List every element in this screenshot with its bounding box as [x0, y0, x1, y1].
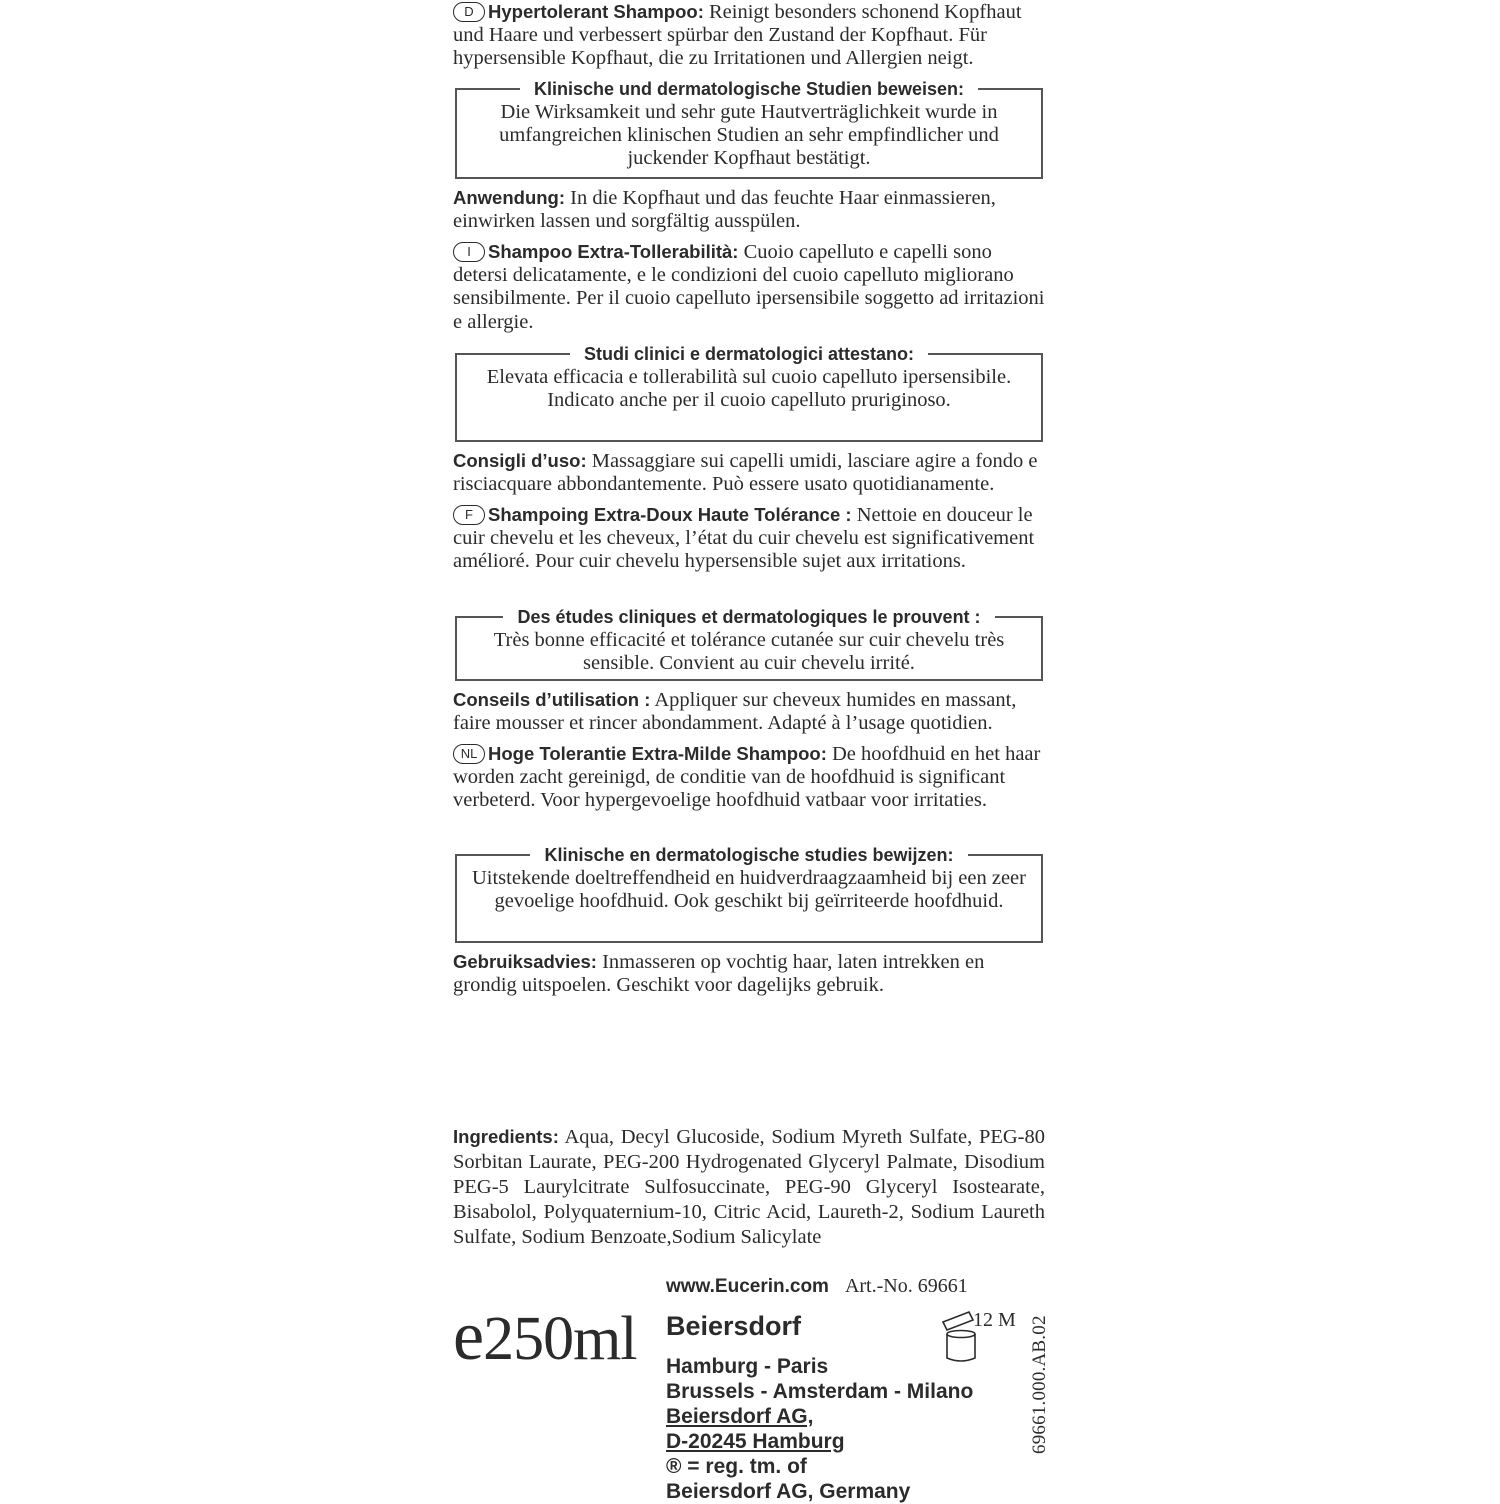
ingredients-title: Ingredients: — [453, 1126, 559, 1147]
intro-title-it: Shampoo Extra-Tollerabilità: — [488, 241, 739, 262]
intro-title-fr: Shampoing Extra-Doux Haute Tolérance : — [488, 504, 852, 525]
cities-line-1: Hamburg - Paris — [666, 1355, 829, 1378]
study-box-text-fr: Très bonne efficacité et tolérance cutanée sur cuir chevelu très sensible. Convient au cuir chevelu irrité. — [493, 629, 1005, 675]
vertical-code — [1027, 1280, 1053, 1456]
trademark-line-1: ® = reg. tm. of — [666, 1455, 807, 1478]
usage-text-nl: Inmasseren op vochtig haar, laten intrekken en grondig uitspoelen. Geschikt voor dagelijks gebruik. — [453, 951, 985, 997]
intro-text-fr: Nettoie en douceur le cuir chevelu et les cheveux, l’état du cuir chevelu est significativement amélioré. Pour cuir chevelu hypersensible sujet aux irritations. — [453, 504, 1035, 573]
vertical-code-text: 69661.000.AB.02 — [1029, 1315, 1050, 1454]
usage-nl — [453, 950, 1045, 997]
study-box-title-de: Klinische und dermatologische Studien beweisen: — [533, 79, 965, 99]
study-box-text-nl: Uitstekende doeltreffendheid en huidverdraagzaamheid bij een zeer gevoelige hoofdhuid. Ook geschikt bij geïrriteerde hoofdhuid. — [471, 867, 1026, 913]
website-line — [666, 1275, 968, 1298]
company-address: D-20245 Hamburg — [666, 1430, 845, 1453]
company-name: Beiersdorf AG, — [666, 1405, 814, 1428]
intro-text-it: Cuoio capelluto e capelli sono detersi delicatamente, e le condizioni del cuoio capelluto migliorano sensibilmente. Per il cuoio capelluto ipersensibile soggetto ad irritazioni e allergie. — [453, 241, 1045, 333]
intro-fr — [453, 503, 1045, 574]
usage-text-fr: Appliquer sur cheveux humides en massant, faire mousser et rincer abondamment. Adapté à l’usage quotidien. — [453, 689, 1017, 735]
usage-text-it: Massaggiare sui capelli umidi, lasciare agire a fondo e risciacquare abbondantemente. Può essere usato quotidianamente. — [453, 450, 1038, 496]
usage-title-fr: Conseils d’utilisation : — [453, 689, 651, 710]
lang-badge-de: D — [453, 2, 485, 22]
intro-text-de: Reinigt besonders schonend Kopfhaut und Haare und verbessert spürbar den Zustand der Kopfhaut. Für hypersensible Kopfhaut, die zu Irritationen und Allergien neigt. — [453, 1, 1022, 70]
usage-fr — [453, 688, 1045, 735]
usage-text-de: In die Kopfhaut und das feuchte Haar einmassieren, einwirken lassen und sorgfältig ausspülen. — [453, 187, 996, 233]
study-box-it — [455, 344, 1043, 442]
intro-title-de: Hypertolerant Shampoo: — [488, 1, 704, 22]
intro-de — [453, 0, 1045, 71]
study-box-fr — [455, 607, 1043, 681]
estimated-sign: e — [453, 1298, 484, 1375]
lang-badge-nl: NL — [453, 744, 485, 764]
study-box-text-de: Die Wirksamkeit und sehr gute Hautverträglichkeit wurde in umfangreichen klinischen Studien an sehr empfindlicher und juckender Kopfhaut bestätigt. — [499, 101, 999, 170]
intro-it — [453, 240, 1045, 334]
study-box-title-it: Studi clinici e dermatologici attestano: — [583, 344, 915, 364]
usage-title-nl: Gebruiksadvies: — [453, 951, 597, 972]
article-number: Art.-No. 69661 — [844, 1275, 968, 1297]
usage-it — [453, 449, 1045, 496]
study-box-nl — [455, 845, 1043, 943]
usage-title-de: Anwendung: — [453, 187, 566, 208]
study-box-text-it: Elevata efficacia e tollerabilità sul cuoio capelluto ipersensibile. Indicato anche per il cuoio capelluto pruriginoso. — [486, 366, 1012, 412]
brand-name: Beiersdorf — [666, 1311, 802, 1341]
trademark-line-2: Beiersdorf AG, Germany — [666, 1480, 911, 1503]
website-link[interactable]: www.Eucerin.com — [666, 1276, 829, 1297]
study-box-title-fr: Des études cliniques et dermatologiques le prouvent : — [517, 607, 981, 627]
intro-text-nl: De hoofdhuid en het haar worden zacht gereinigd, de conditie van de hoofdhuid is significant verbeterd. Voor hypergevoelige hoofdhuid vatbaar voor irritaties. — [453, 743, 1041, 812]
volume-value: 250ml — [483, 1305, 637, 1373]
usage-de — [453, 186, 1045, 233]
study-box-title-nl: Klinische en dermatologische studies bewijzen: — [544, 845, 954, 865]
ingredients — [453, 1124, 1045, 1250]
lang-badge-fr: F — [453, 505, 485, 525]
pao-label: 12 M — [973, 1309, 1016, 1331]
cities-line-2: Brussels - Amsterdam - Milano — [666, 1380, 974, 1403]
volume — [453, 1298, 637, 1375]
intro-title-nl: Hoge Tolerantie Extra-Milde Shampoo: — [488, 743, 827, 764]
ingredients-text: Aqua, Decyl Glucoside, Sodium Myreth Sulfate, PEG-80 Sorbitan Laurate, PEG-200 Hydrogenated Glyceryl Palmate, Disodium PEG-5 Laurylcitrate Sulfosuccinate, PEG-90 Glyceryl Isostearate, Bisabolol, Polyquaternium-10, Citric Acid, Laureth-2, Sodium Laureth Sulfate, Sodium Benzoate,Sodium Salicylate — [453, 1126, 1045, 1248]
intro-nl — [453, 742, 1045, 813]
product-label — [453, 0, 1050, 1503]
study-box-de — [455, 79, 1043, 179]
lang-badge-it: I — [453, 242, 485, 262]
usage-title-it: Consigli d’uso: — [453, 450, 587, 471]
